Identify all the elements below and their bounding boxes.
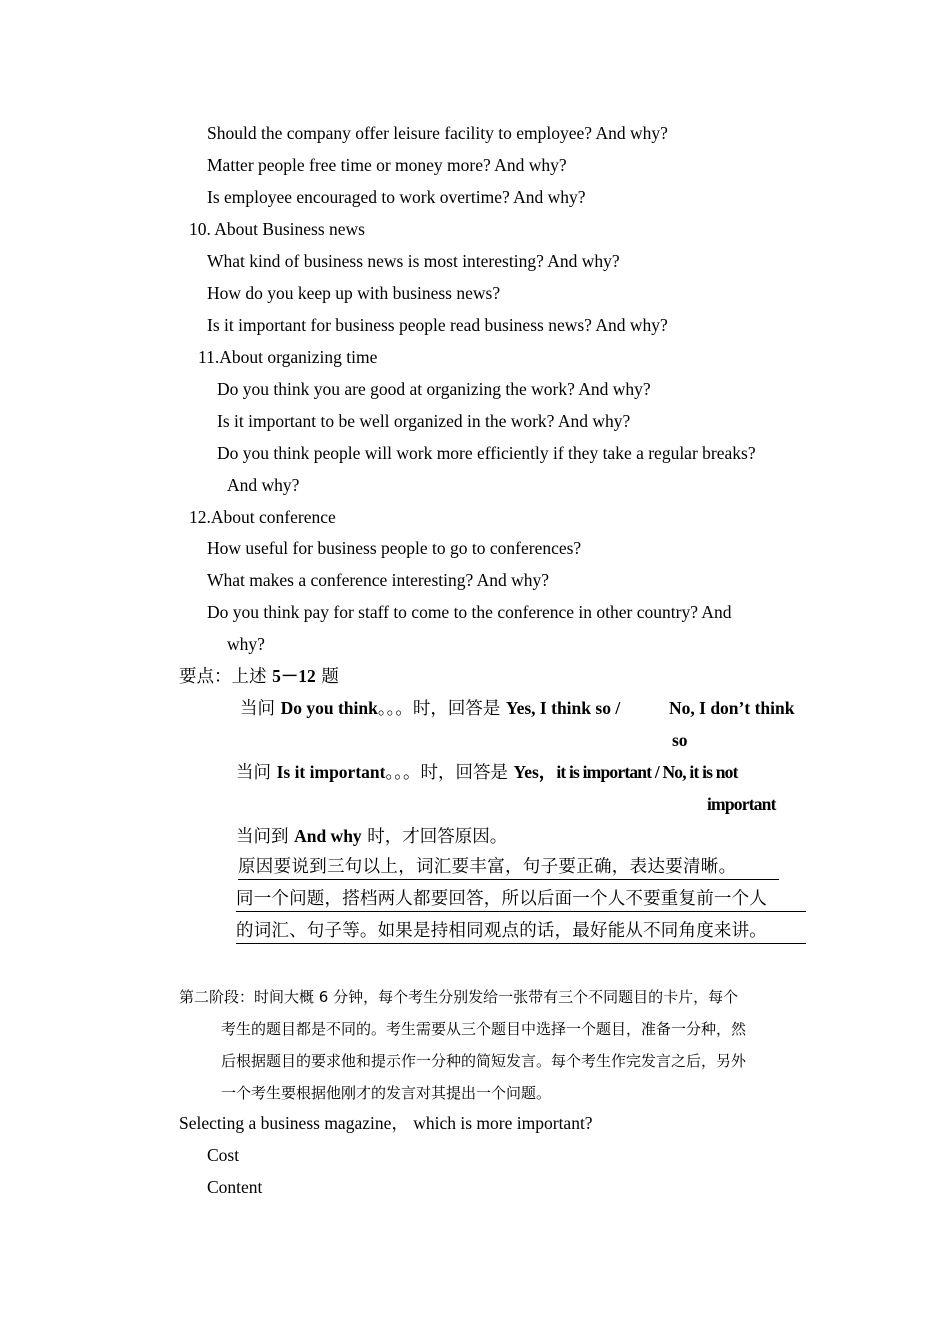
underlined-note: 同一个问题，搭档两人都要回答，所以后面一个人不要重复前一个人	[236, 888, 806, 912]
stage2-text: 第二阶段：时间大概 6 分钟，每个考生分别发给一张带有三个不同题目的卡片，每个	[179, 988, 739, 1006]
keypoint-text: 当问	[236, 763, 277, 783]
question-text: Is employee encouraged to work overtime? And why?	[207, 187, 586, 207]
keypoint-text: 当问	[240, 699, 281, 719]
keypoint-answer: it is important / No, it is not	[556, 762, 738, 782]
keypoint-answer: No, I don’t think	[669, 698, 795, 718]
keypoint-phrase: Is it important	[276, 762, 386, 782]
keypoint-answer: Yes，	[513, 762, 557, 782]
keypoint-answer: Yes, I think so /	[505, 698, 621, 718]
stage2-text: 后根据题目的要求他和提示作一分种的简短发言。每个考生作完发言之后，另外	[221, 1052, 747, 1070]
keypoints-range: 5－12	[272, 666, 316, 686]
keypoints-heading	[179, 665, 339, 688]
question-text: Should the company offer leisure facility to employee? And why?	[207, 123, 668, 143]
keypoint-answer: important	[707, 794, 776, 814]
question-text: why?	[227, 634, 265, 654]
keypoint-line	[236, 761, 738, 784]
question-text: Is it important to be well organized in the work? And why?	[217, 411, 631, 431]
stage2-text: 考生的题目都是不同的。考生需要从三个题目中选择一个题目，准备一分种，然	[221, 1020, 747, 1038]
stage2-text: 一个考生要根据他刚才的发言对其提出一个问题。	[221, 1084, 552, 1102]
section-heading: 11.About organizing time	[198, 347, 378, 367]
keypoint-text: 时，才回答原因。	[361, 827, 508, 847]
keypoint-text: 。。。时，回答是	[377, 699, 506, 719]
keypoint-answer: so	[672, 730, 688, 750]
question-text: Matter people free time or money more? And why?	[207, 155, 567, 175]
question-text: Do you think you are good at organizing the work? And why?	[217, 379, 651, 399]
question-text: How do you keep up with business news?	[207, 283, 501, 303]
question-text: Do you think people will work more efficiently if they take a regular breaks?	[217, 443, 756, 463]
section-heading: 12.About conference	[189, 507, 336, 527]
keypoint-phrase: Do you think	[280, 698, 378, 718]
keypoint-text: 。。。时，回答是	[385, 763, 514, 783]
topic-title: Selecting a business magazine， which is more important?	[179, 1113, 593, 1133]
keypoint-phrase: And why	[294, 826, 362, 846]
keypoint-text: 当问到	[236, 827, 295, 847]
keypoint-line	[236, 825, 507, 848]
underlined-note: 的词汇、句子等。如果是持相同观点的话，最好能从不同角度来讲。	[236, 920, 806, 944]
keypoint-line	[240, 697, 620, 720]
question-text: And why?	[227, 475, 300, 495]
topic-option: Content	[207, 1177, 263, 1197]
question-text: How useful for business people to go to conferences?	[207, 538, 582, 558]
question-text: Is it important for business people read business news? And why?	[207, 315, 668, 335]
topic-option: Cost	[207, 1145, 240, 1165]
keypoints-label: 要点：上述	[179, 667, 273, 687]
question-text: What makes a conference interesting? And why?	[207, 570, 550, 590]
question-text: Do you think pay for staff to come to the conference in other country? And	[207, 602, 732, 622]
section-heading: 10. About Business news	[189, 219, 365, 239]
keypoints-tail: 题	[315, 667, 339, 687]
underlined-note: 原因要说到三句以上，词汇要丰富，句子要正确，表达要清晰。	[238, 856, 779, 880]
question-text: What kind of business news is most interesting? And why?	[207, 251, 620, 271]
